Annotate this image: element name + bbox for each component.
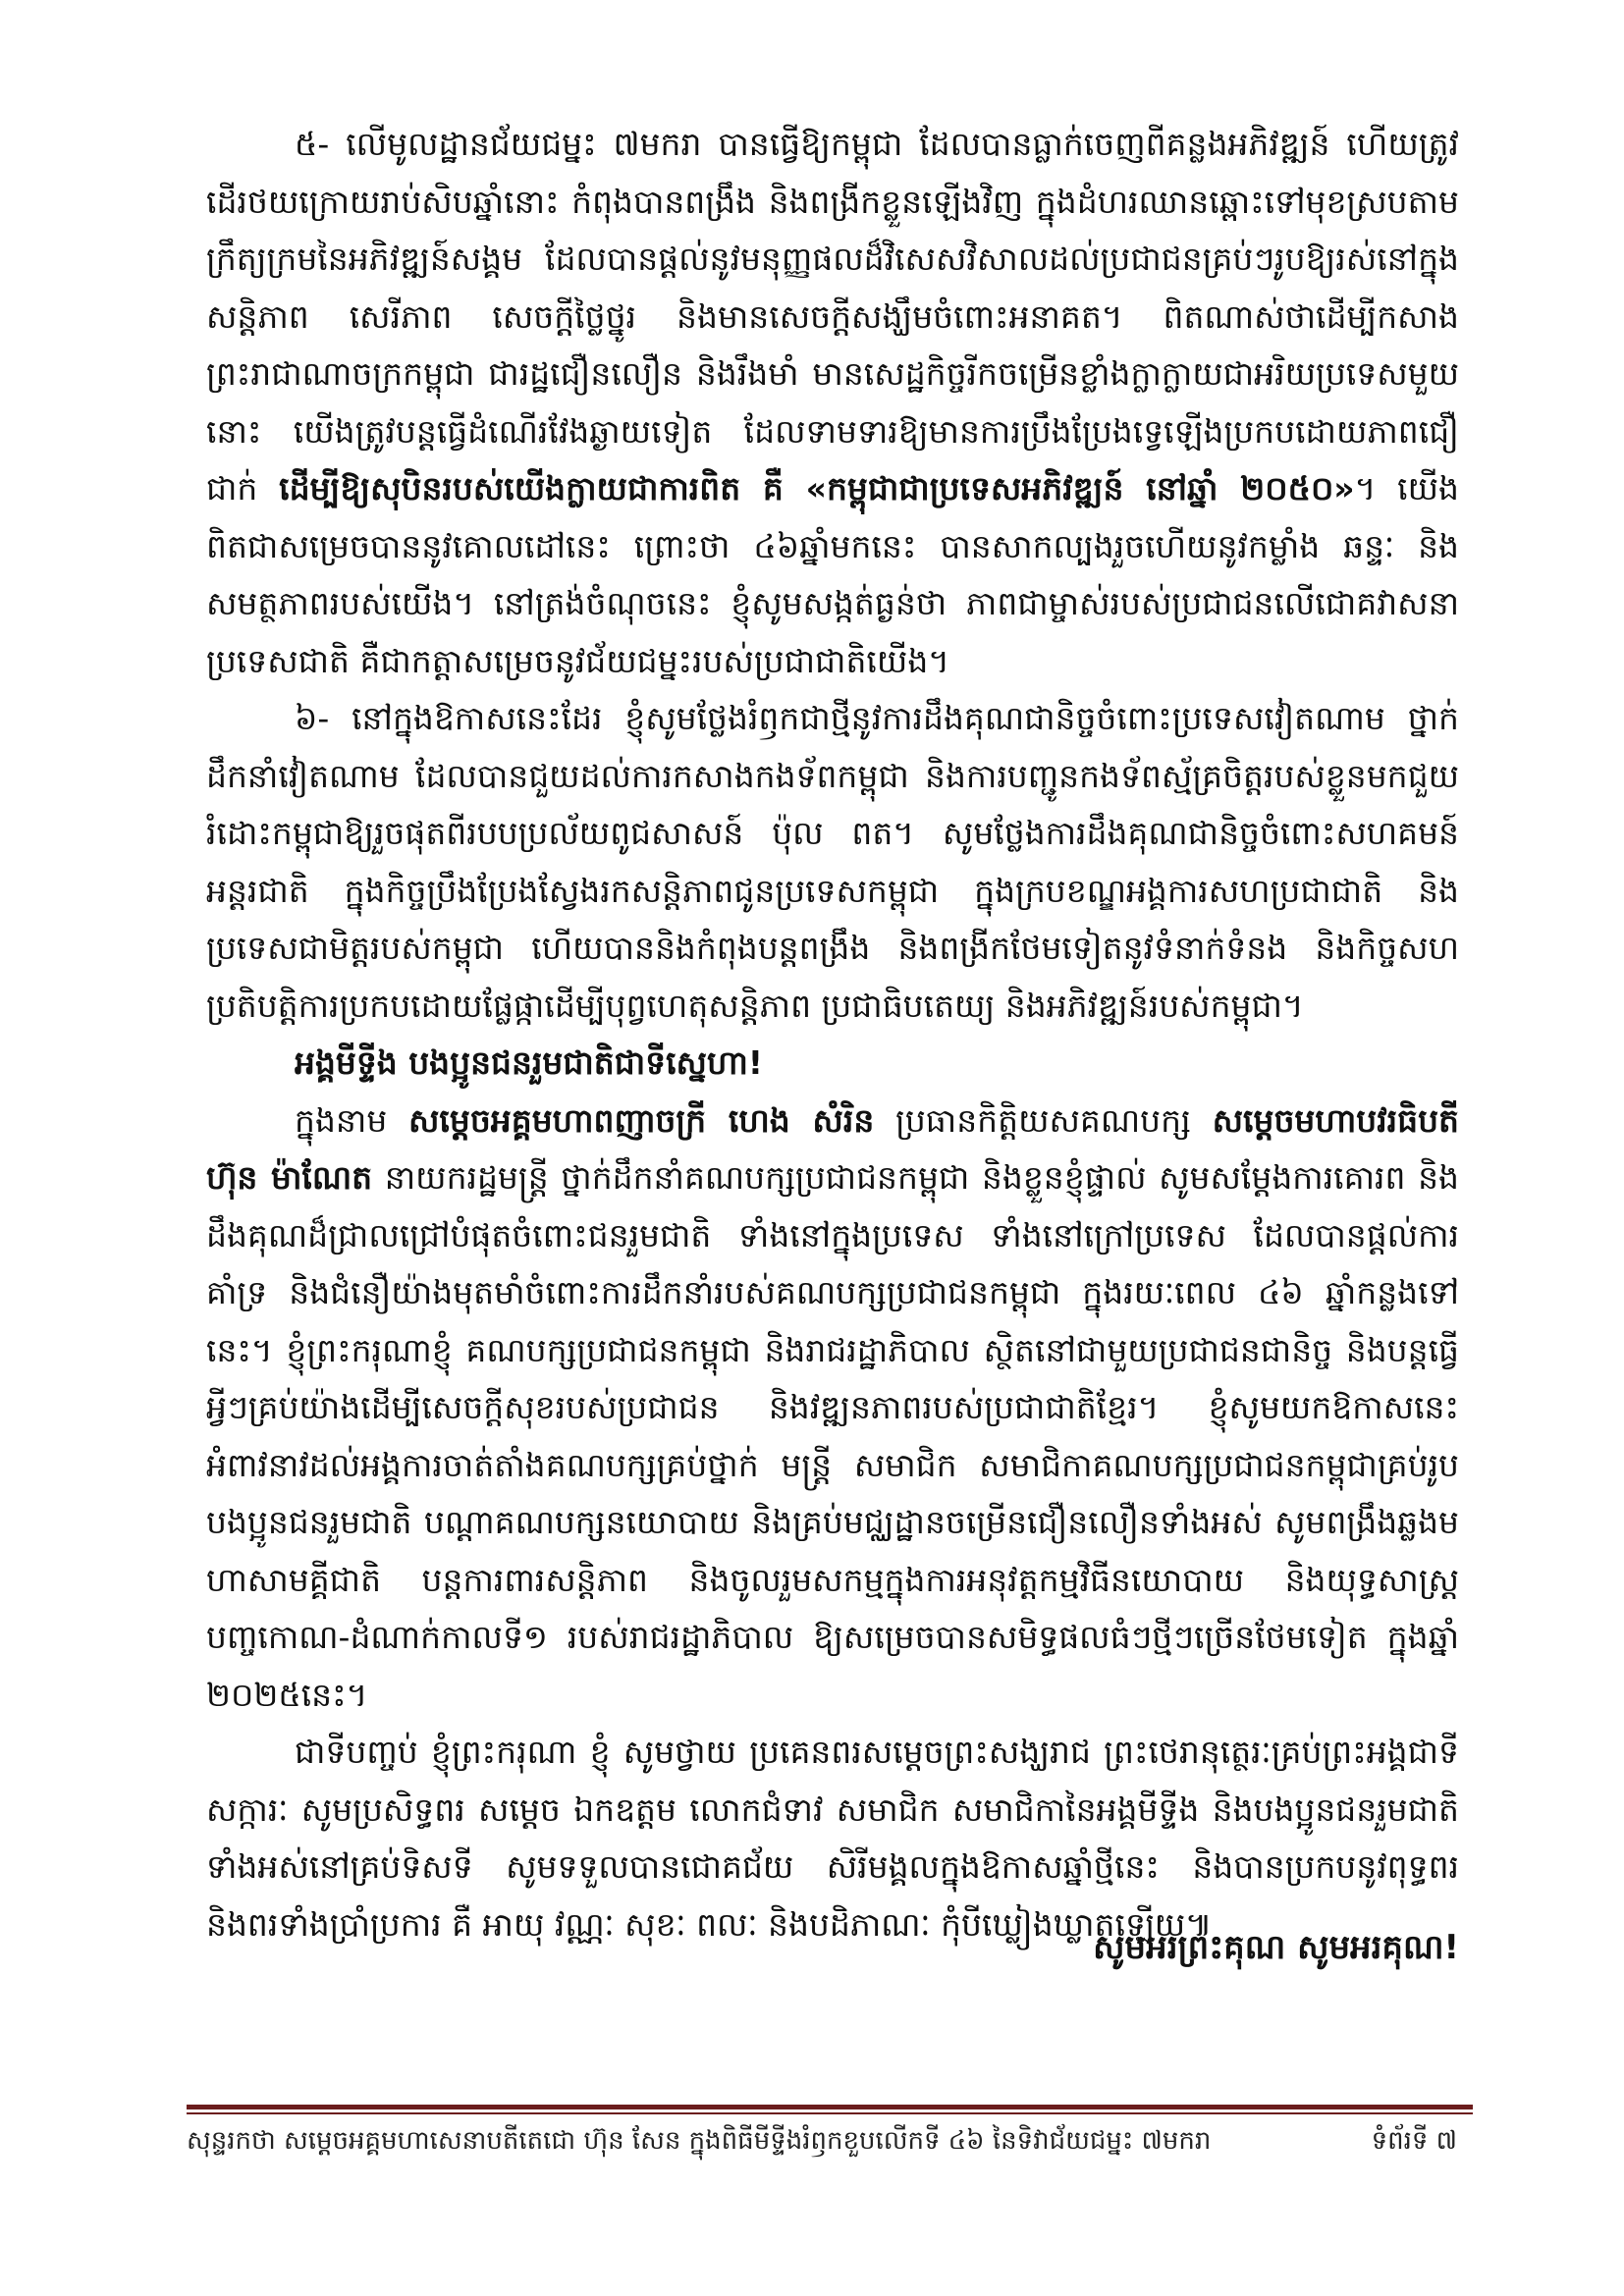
paragraph-7	[206, 1093, 1459, 1725]
paragraph-5-bold: ដើម្បីឱ្យសុបិនរបស់យើងក្លាយជាការពិត គឺ «កម្ពុជាជាប្រទេសអភិវឌ្ឍន៍ នៅឆ្នាំ ២០៥០»	[279, 469, 1355, 507]
salutation-bold: អង្គមីទ្ទីង បងប្អូនជនរួមជាតិជាទីស្នេហា!	[295, 1043, 763, 1082]
paragraph-8: ជាទីបញ្ចប់ ខ្ញុំព្រះករុណា ខ្ញុំ សូមថ្វាយ ប្រគេនពរសម្តេចព្រះសង្ឃរាជ ព្រះថេរានុត្ថេរៈគ្រប់ព្រះអង្គជាទីសក្ការៈ សូមប្រសិទ្ធពរ សម្តេច ឯកឧត្តម លោកជំទាវ សមាជិក សមាជិកានៃអង្គមីទ្ទីង និងបងប្អូនជនរួមជាតិទាំងអស់នៅគ្រប់ទិសទី សូមទទួលបានជោគជ័យ សិរីមង្គលក្នុងឱកាសឆ្នាំថ្មីនេះ និងបានប្រកបនូវពុទ្ធពរ និងពរទាំងប្រាំប្រការ គឺ អាយុ វណ្ណៈ សុខៈ ពលៈ និងបដិភាណៈ កុំបីឃ្លៀងឃ្លាតឡើយ៕	[206, 1733, 1459, 1944]
page-number: ទំព័រទី ៧	[1371, 2126, 1457, 2156]
paragraph-7-text-2: ប្រធានកិត្តិយសគណបក្ស	[874, 1100, 1213, 1140]
footer-rule-thin	[187, 2112, 1473, 2114]
paragraph-5-text-before: ៥- លើមូលដ្ឋានជ័យជម្នះ ៧មករា បានធ្វើឱ្យកម្ពុជា ដែលបានធ្លាក់ចេញពីគន្លងអភិវឌ្ឍន៍ ហើយត្រូវដើរថយក្រោយរាប់សិបឆ្នាំនោះ កំពុងបានពង្រឹង និងពង្រីកខ្លួនឡើងវិញ ក្នុងដំហរឈានឆ្ពោះទៅមុខស្របតាមក្រឹត្យក្រមនៃអភិវឌ្ឍន៍សង្គម ដែលបានផ្តល់នូវមនុញ្ញផលដ៏វិសេសវិសាលដល់ប្រជាជនគ្រប់ៗរូបឱ្យរស់នៅក្នុងសន្តិភាព សេរីភាព សេចក្តីថ្លៃថ្នូរ និងមានសេចក្តីសង្ឃឹមចំពោះអនាគត។ ពិតណាស់ថាដើម្បីកសាងព្រះរាជាណាចក្រកម្ពុជា ជារដ្ឋជឿនលឿន និងរឹងមាំ មានសេដ្ឋកិច្ចរីកចម្រើនខ្លាំងក្លាក្លាយជាអរិយប្រទេសមួយនោះ យើងត្រូវបន្តធ្វើដំណើរវែងឆ្ងាយទៀត ដែលទាមទារឱ្យមានការប្រឹងប្រែងទ្វេឡើងប្រកបដោយភាពជឿជាក់	[206, 125, 1459, 507]
paragraph-7-text-3: នាយករដ្ឋមន្ត្រី ថ្នាក់ដឹកនាំគណបក្សប្រជាជនកម្ពុជា និងខ្លួនខ្ញុំផ្ទាល់ សូមសម្តែងការគោរព និងដឹងគុណដ៏ជ្រាលជ្រៅបំផុតចំពោះជនរួមជាតិ ទាំងនៅក្នុងប្រទេស ទាំងនៅក្រៅប្រទេស ដែលបានផ្តល់ការគាំទ្រ និងជំនឿយ៉ាងមុតមាំចំពោះការដឹកនាំរបស់គណបក្សប្រជាជនកម្ពុជា ក្នុងរយៈពេល ៤៦ ឆ្នាំកន្លងទៅនេះ។ ខ្ញុំព្រះករុណាខ្ញុំ គណបក្សប្រជាជនកម្ពុជា និងរាជរដ្ឋាភិបាល ស្ថិតនៅជាមួយប្រជាជនជានិច្ច និងបន្តធ្វើអ្វីៗគ្រប់យ៉ាងដើម្បីសេចក្តីសុខរបស់ប្រជាជន និងវឌ្ឍនភាពរបស់ប្រជាជាតិខ្មែរ។ ខ្ញុំសូមយកឱកាសនេះអំពាវនាវដល់អង្គការចាត់តាំងគណបក្សគ្រប់ថ្នាក់ មន្ត្រី សមាជិក សមាជិកាគណបក្សប្រជាជនកម្ពុជាគ្រប់រូប បងប្អូនជនរួមជាតិ បណ្តាគណបក្សនយោបាយ និងគ្រប់មជ្ឈដ្ឋានចម្រើនជឿនលឿនទាំងអស់ សូមពង្រឹងឆ្លងមហាសាមគ្គីជាតិ បន្តការពារសន្តិភាព និងចូលរួមសកម្មក្នុងការអនុវត្តកម្មវិធីនយោបាយ និងយុទ្ធសាស្ត្របញ្ចកោណ-ដំណាក់កាលទី១ របស់រាជរដ្ឋាភិបាល ឱ្យសម្រេចបានសមិទ្ធផលធំៗថ្មីៗច្រើនថែមទៀត ក្នុងឆ្នាំ ២០២៥នេះ។	[206, 1158, 1459, 1714]
salutation	[206, 1035, 1459, 1093]
footer-rule-thick	[187, 2105, 1473, 2109]
paragraph-7-bold-2: សម្តេចមហាបវរធិបតី ហ៊ុន ម៉ាណែត	[206, 1100, 1459, 1197]
footer-title: សុន្ទរកថា សម្តេចអគ្គមហាសេនាបតីតេជោ ហ៊ុន សែន ក្នុងពិធីមីទ្ទីងរំឭកខួបលើកទី ៤៦ នៃទិវាជ័យជម្នះ ៧មករា	[187, 2126, 1212, 2156]
paragraph-7-text-1: ក្នុងនាម	[295, 1100, 409, 1140]
paragraph-5-text-after: ។ យើងពិតជាសម្រេចបាននូវគោលដៅនេះ ព្រោះថា ៤៦ឆ្នាំមកនេះ បានសាកល្បងរួចហើយនូវកម្លាំង ឆន្ទៈ និងសមត្ថភាពរបស់យើង។ នៅត្រង់ចំណុចនេះ ខ្ញុំសូមសង្កត់ធ្ងន់ថា ភាពជាម្ចាស់របស់ប្រជាជនលើជោគវាសនាប្រទេសជាតិ គឺជាកត្តាសម្រេចនូវជ័យជម្នះរបស់ប្រជាជាតិយើង។	[206, 469, 1459, 680]
paragraph-7-bold-1: សម្តេចអគ្គមហាពញាចក្រី ហេង សំរិន	[408, 1100, 875, 1140]
closing-thanks: សូមអរព្រះគុណ សូមអរគុណ!	[1093, 1928, 1459, 1967]
body-text	[206, 116, 1459, 1953]
paragraph-5	[206, 116, 1459, 690]
paragraph-6: ៦- នៅក្នុងឱកាសនេះដែរ ខ្ញុំសូមថ្លែងរំឭកជាថ្មីនូវការដឹងគុណជានិច្ចចំពោះប្រទេសវៀតណាម ថ្នាក់ដឹកនាំវៀតណាម ដែលបានជួយដល់ការកសាងកងទ័ពកម្ពុជា និងការបញ្ជូនកងទ័ពស្ម័គ្រចិត្តរបស់ខ្លួនមកជួយរំដោះកម្ពុជាឱ្យរួចផុតពីរបបប្រល័យពូជសាសន៍ ប៉ុល ពត។ សូមថ្លែងការដឹងគុណជានិច្ចចំពោះសហគមន៍អន្តរជាតិ ក្នុងកិច្ចប្រឹងប្រែងស្វែងរកសន្តិភាពជូនប្រទេសកម្ពុជា ក្នុងក្របខណ្ឌអង្គការសហប្រជាជាតិ និងប្រទេសជាមិត្តរបស់កម្ពុជា ហើយបាននិងកំពុងបន្តពង្រឹង និងពង្រីកថែមទៀតនូវទំនាក់ទំនង និងកិច្ចសហប្រតិបត្តិការប្រកបដោយផ្លែផ្កាដើម្បីបុព្វហេតុសន្តិភាព ប្រជាធិបតេយ្យ និងអភិវឌ្ឍន៍របស់កម្ពុជា។	[206, 699, 1459, 1025]
